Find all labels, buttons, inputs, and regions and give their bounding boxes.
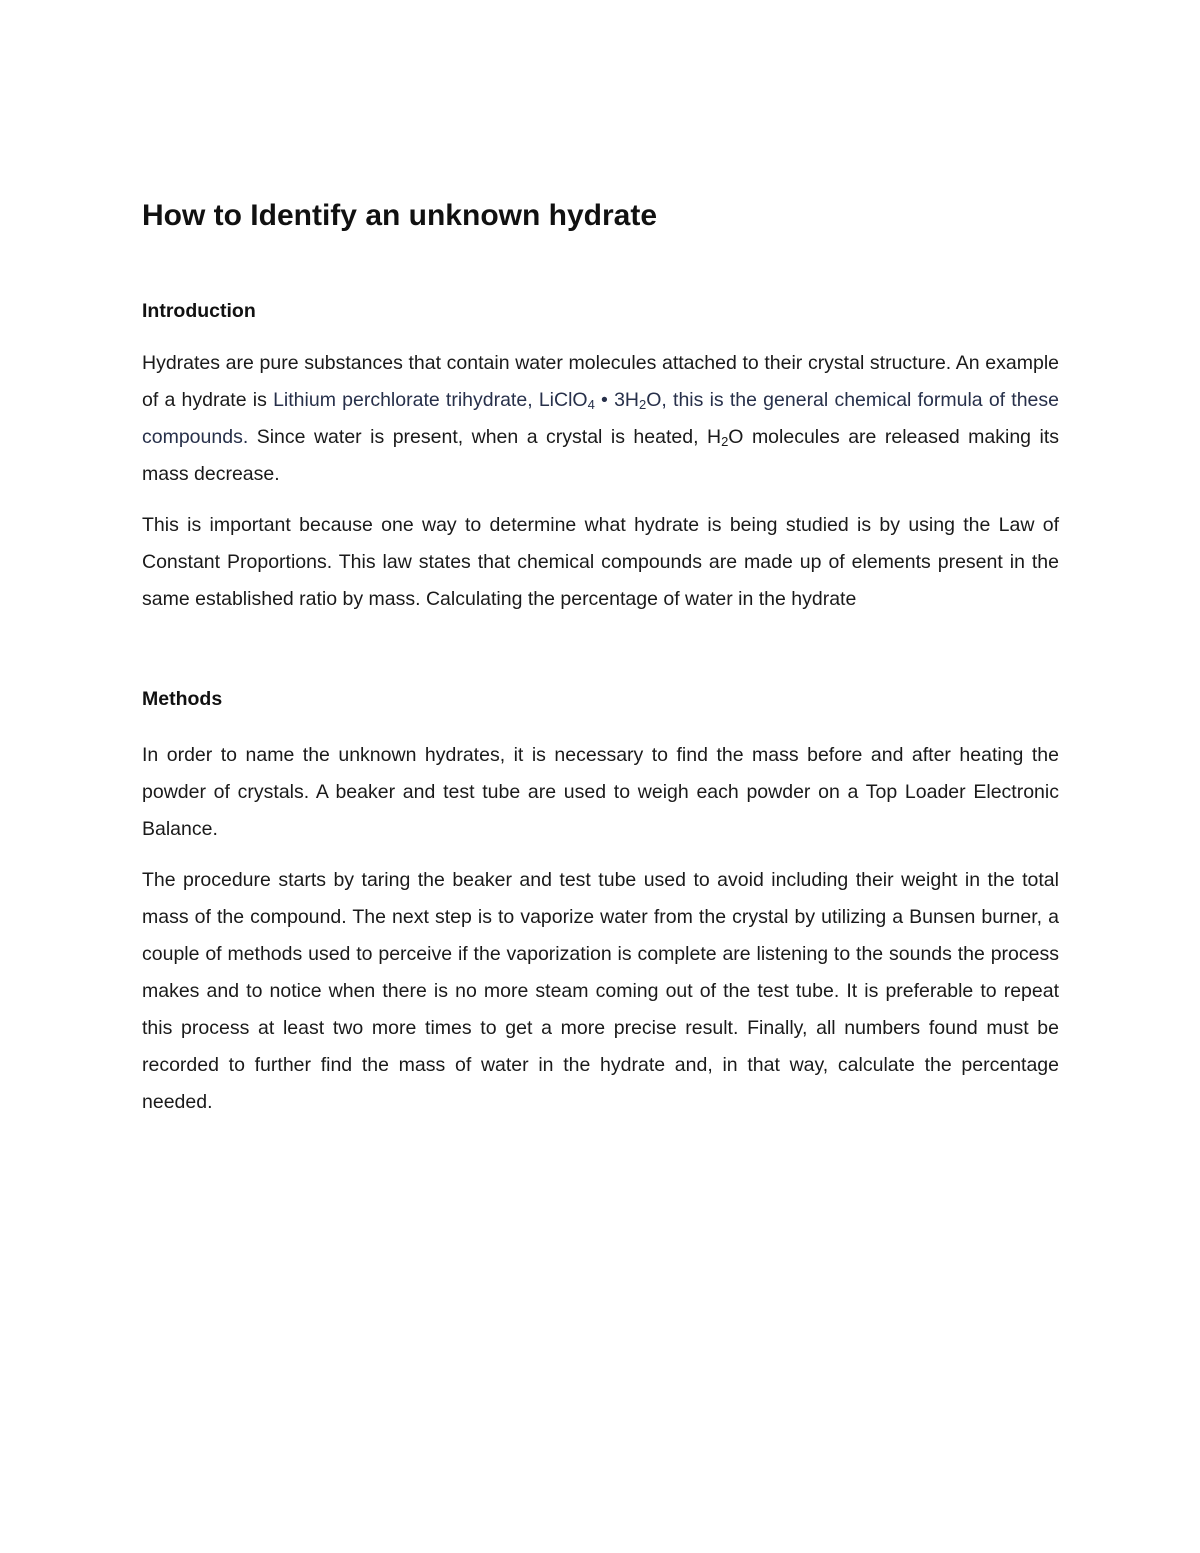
- document-title: How to Identify an unknown hydrate: [142, 199, 658, 232]
- section-heading-introduction: Introduction: [142, 300, 256, 322]
- formula-subscript: 2: [639, 397, 647, 412]
- introduction-paragraph-1: [142, 345, 1059, 493]
- intro-text-part: Hydrates are pure substances that contain water molecules attached to their crystal structure. An example of a hydrate is: [142, 352, 1059, 411]
- intro-text-part: O molecules are released making its mass decrease.: [142, 426, 1059, 485]
- methods-paragraph-1: In order to name the unknown hydrates, it is necessary to find the mass before and after heating the powder of crystals. A beaker and test tube are used to weigh each powder on a Top Loader Electronic Balance.: [142, 744, 1059, 840]
- formula-subscript: 4: [587, 397, 595, 412]
- formula-name: Lithium perchlorate trihydrate, LiClO: [273, 389, 588, 411]
- introduction-paragraph-2: This is important because one way to determine what hydrate is being studied is by using the Law of Constant Proportions. This law states that chemical compounds are made up of elements present in the same established ratio by mass. Calculating the percentage of water in the hydrate: [142, 514, 1059, 610]
- section-heading-methods: Methods: [142, 688, 223, 710]
- document-body: [142, 196, 1059, 1121]
- methods-paragraph-2: The procedure starts by taring the beaker and test tube used to avoid including their weight in the total mass of the compound. The next step is to vaporize water from the crystal by utilizing a Bunsen burner, a couple of methods used to perceive if the vaporization is complete are listening to the sounds the process makes and to notice when there is no more steam coming out of the test tube. It is preferable to repeat this process at least two more times to get a more precise result. Finally, all numbers found must be recorded to further find the mass of water in the hydrate and, in that way, calculate the percentage needed.: [142, 869, 1059, 1113]
- formula-water: • 3H: [594, 389, 639, 411]
- water-subscript: 2: [721, 434, 729, 449]
- formula-tail: O, this is the general chemical formula of these compounds.: [142, 389, 1060, 448]
- intro-text-part: Since water is present, when a crystal is heated, H: [248, 426, 722, 448]
